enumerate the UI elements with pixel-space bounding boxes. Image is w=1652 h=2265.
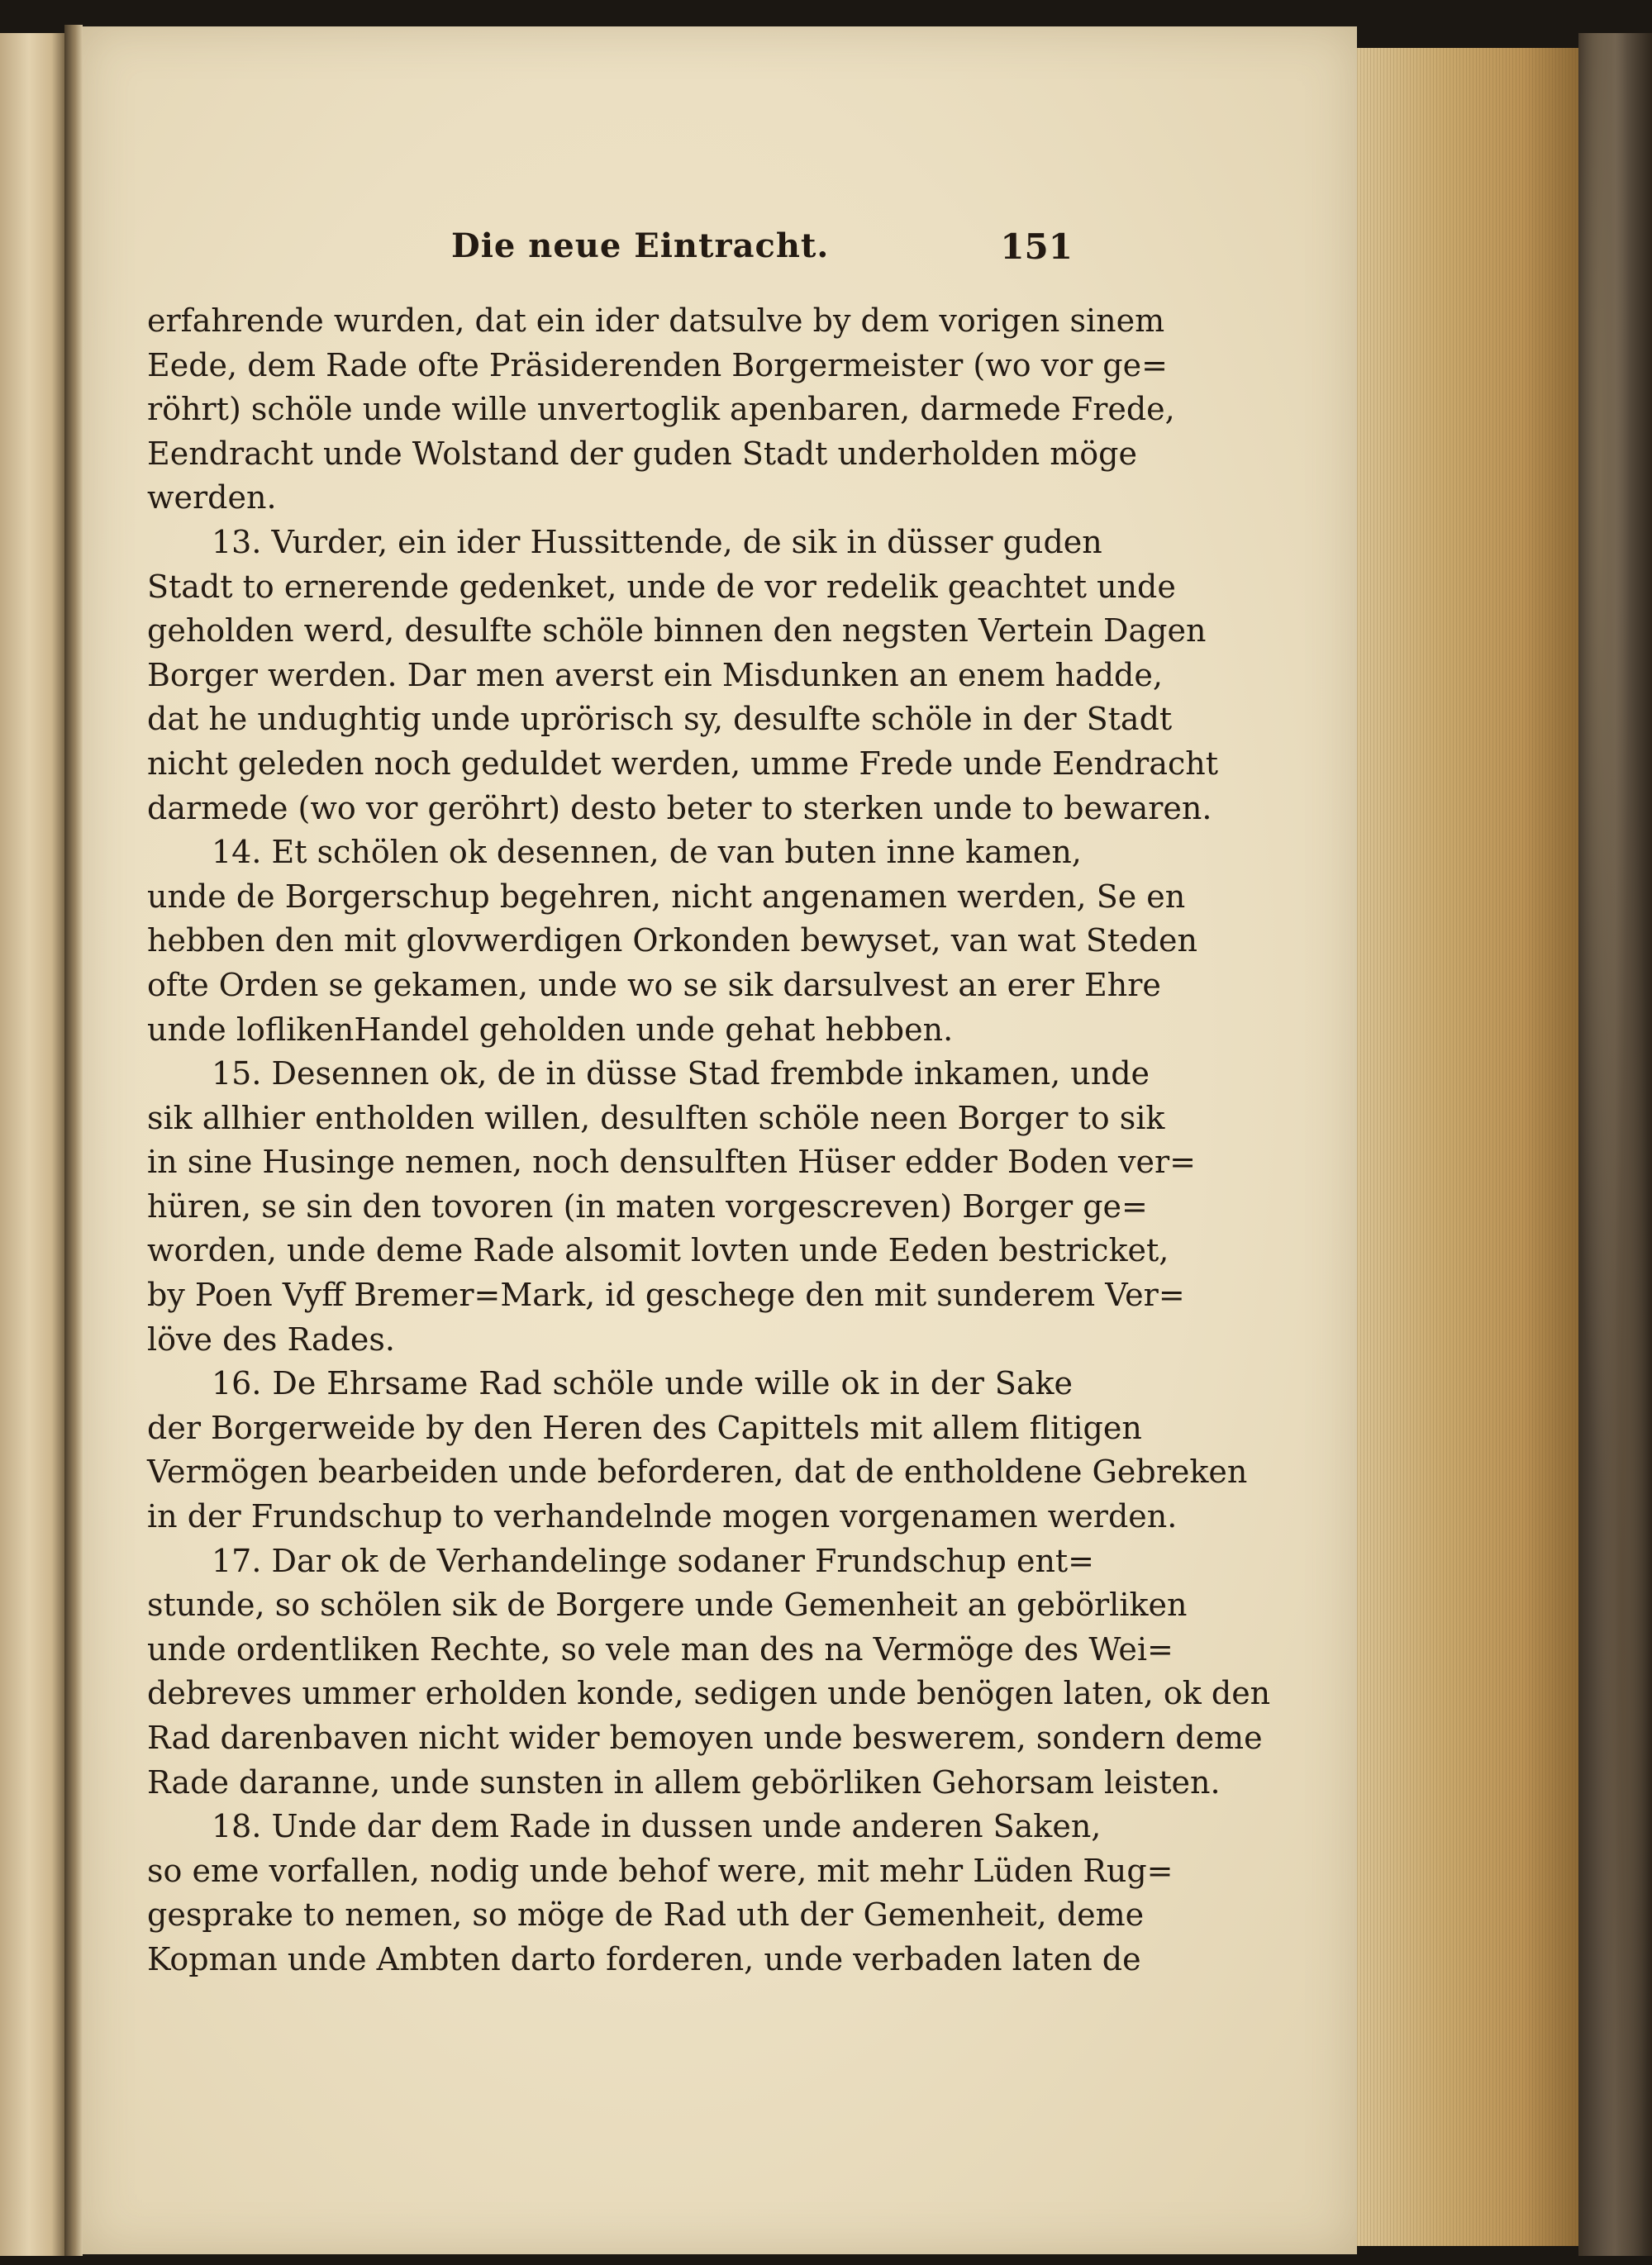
text-line: Borger werden. Dar men averst ein Misdunken an enem hadde, bbox=[147, 656, 1163, 693]
text-line: worden, unde deme Rade alsomit lovten unde Eeden bestricket, bbox=[147, 1232, 1169, 1269]
text-line: by Poen Vyff Bremer=Mark, id geschege den mit sunderem Ver= bbox=[147, 1277, 1185, 1314]
text-line: röhrt) schöle unde wille unvertoglik apenbaren, darmede Frede, bbox=[147, 391, 1175, 428]
text-line: Eede, dem Rade ofte Präsiderenden Borgermeister (wo vor ge= bbox=[147, 346, 1168, 383]
text-line: stunde, so schölen sik de Borgere unde Gemenheit an gebörliken bbox=[147, 1587, 1188, 1624]
text-line: 14. Et schölen ok desennen, de van buten inne kamen, bbox=[212, 834, 1082, 871]
text-line: Eendracht unde Wolstand der guden Stadt underholden möge bbox=[147, 435, 1137, 472]
text-line: 16. De Ehrsame Rad schöle unde wille ok in der Sake bbox=[212, 1365, 1073, 1402]
text-line: Vermögen bearbeiden unde beforderen, dat de entholdene Gebreken bbox=[147, 1454, 1248, 1491]
page-body bbox=[147, 299, 1271, 1982]
text-line: löve des Rades. bbox=[147, 1320, 395, 1358]
text-line: in sine Husinge nemen, noch densulften Hüser edder Boden ver= bbox=[147, 1144, 1196, 1181]
text-line: in der Frundschup to verhandelnde mogen vorgenamen werden. bbox=[147, 1498, 1178, 1535]
text-line: dat he undughtig unde uprörisch sy, desulfte schöle in der Stadt bbox=[147, 701, 1173, 738]
page-block-edge bbox=[1357, 48, 1578, 2246]
text-line: hebben den mit glovwerdigen Orkonden bewyset, van wat Steden bbox=[147, 922, 1197, 959]
book-gutter bbox=[64, 25, 83, 2256]
running-header bbox=[147, 221, 1073, 274]
running-title: Die neue Eintracht. bbox=[451, 226, 830, 265]
text-line: gesprake to nemen, so möge de Rad uth der Gemenheit, deme bbox=[147, 1896, 1145, 1934]
text-line: hüren, se sin den tovoren (in maten vorgescreven) Borger ge= bbox=[147, 1187, 1148, 1225]
text-line: so eme vorfallen, nodig unde behof were, mit mehr Lüden Rug= bbox=[147, 1852, 1174, 1889]
text-line: 17. Dar ok de Verhandelinge sodaner Frundschup ent= bbox=[212, 1542, 1095, 1579]
text-line: 15. Desennen ok, de in düsse Stad frembde inkamen, unde bbox=[212, 1055, 1150, 1092]
text-line: 18. Unde dar dem Rade in dussen unde anderen Saken, bbox=[212, 1808, 1102, 1845]
text-line: geholden werd, desulfte schöle binnen den negsten Vertein Dagen bbox=[147, 612, 1207, 650]
text-line: unde ordentliken Rechte, so vele man des na Vermöge des Wei= bbox=[147, 1630, 1174, 1668]
text-line: 13. Vurder, ein ider Hussittende, de sik in düsser guden bbox=[212, 523, 1102, 560]
text-line: erfahrende wurden, dat ein ider datsulve by dem vorigen sinem bbox=[147, 302, 1165, 339]
text-line: Stadt to ernerende gedenket, unde de vor redelik geachtet unde bbox=[147, 568, 1176, 605]
text-line: unde loflikenHandel geholden unde gehat hebben. bbox=[147, 1011, 954, 1048]
text-line: Kopman unde Ambten darto forderen, unde verbaden laten de bbox=[147, 1940, 1141, 1977]
text-line: Rad darenbaven nicht wider bemoyen unde beswerem, sondern deme bbox=[147, 1720, 1263, 1756]
text-line: debreves ummer erholden konde, sedigen unde benögen laten, ok den bbox=[147, 1675, 1271, 1712]
text-line: darmede (wo vor geröhrt) desto beter to sterken unde to bewaren. bbox=[147, 789, 1212, 826]
page-number: 151 bbox=[1000, 226, 1073, 267]
text-line: der Borgerweide by den Heren des Capittels mit allem flitigen bbox=[147, 1409, 1142, 1446]
text-line: nicht geleden noch geduldet werden, umme Frede unde Eendracht bbox=[147, 745, 1219, 782]
book-cover bbox=[1578, 33, 1652, 2256]
text-line: werden. bbox=[147, 479, 277, 516]
text-line: Rade daranne, unde sunsten in allem gebörliken Gehorsam leisten. bbox=[147, 1763, 1221, 1801]
text-line: ofte Orden se gekamen, unde wo se sik darsulvest an erer Ehre bbox=[147, 966, 1161, 1003]
text-line: sik allhier entholden willen, desulften schöle neen Borger to sik bbox=[147, 1099, 1165, 1136]
left-page-edge bbox=[0, 33, 64, 2256]
text-line: unde de Borgerschup begehren, nicht angenamen werden, Se en bbox=[147, 878, 1186, 915]
